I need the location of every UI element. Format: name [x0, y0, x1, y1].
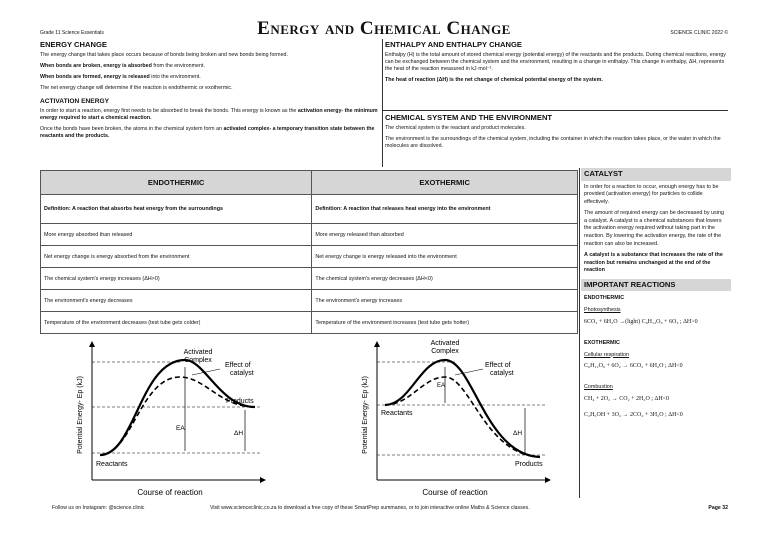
table-cell: More energy absorbed than released [41, 224, 312, 246]
energy-change-p3 [40, 74, 380, 81]
reactants-label: Reactants [381, 410, 413, 417]
enthalpy-p1: Enthalpy (H) is the total amount of stored chemical energy (potential energy) of the reactants and the products. During chemical reactions, energy can be exchanged between the chemical system and the environment, resulting in a change in enthalpy. This change in enthalpy, ΔH, represents the heat of the reaction measured in kJ·mol⁻¹. [385, 52, 726, 73]
table-row [41, 268, 578, 290]
footer-instagram: Follow us on Instagram: @science.clinic [52, 505, 145, 511]
exothermic-header: EXOTHERMIC [312, 171, 578, 195]
bond-formed-rest: into the environment. [149, 74, 201, 81]
effect-label: Effect of [485, 362, 511, 369]
table-cell: More energy released than absorbed [312, 224, 578, 246]
activated-label: Activated [183, 349, 213, 356]
table-row [41, 312, 578, 334]
system-env-heading: CHEMICAL SYSTEM AND THE ENVIRONMENT [385, 113, 553, 122]
y-axis-label: Potential Energy- Ep (kJ) [362, 376, 369, 454]
effect-label: Effect of [225, 362, 251, 369]
catalyst-label: catalyst [490, 370, 514, 377]
energy-change-p2 [40, 63, 380, 70]
complex-label: Complex [431, 348, 459, 355]
right-column-divider [579, 168, 580, 498]
dh-label: ΔH [513, 430, 523, 437]
catalyst-heading: CATALYST [581, 168, 731, 181]
page-title: Energy and Chemical Change [257, 18, 511, 39]
table-cell: The chemical system's energy increases (ΔH>0) [41, 268, 312, 290]
catalyst-label: catalyst [230, 370, 254, 377]
table-cell: The environment's energy increases [312, 290, 578, 312]
combustion-label: Combustion [584, 384, 613, 391]
page-number: Page 32 [708, 505, 728, 511]
activation-energy-heading: ACTIVATION ENERGY [40, 97, 109, 105]
dh-label: ΔH [234, 430, 244, 437]
system-env-p2: The environment is the surroundings of the chemical system, including the container in which the reaction takes place, or the water in which the molecules are dissolved. [385, 136, 721, 150]
footer-visit: Visit www.scienceclinic.co.za to download a free copy of these SmartPrep summaries, or to join interactive online Maths & Science classes. [210, 505, 530, 511]
energy-change-p4: The net energy change will determine if the reaction is endothermic or exothermic. [40, 85, 233, 92]
activation-p2 [40, 126, 380, 140]
grade-label: Grade 11 Science Essentials [40, 30, 104, 36]
exothermic-energy-diagram [355, 335, 555, 500]
endothermic-subheading: ENDOTHERMIC [584, 295, 625, 302]
table-cell: The environment's energy decreases [41, 290, 312, 312]
reactants-label: Reactants [96, 461, 128, 468]
enthalpy-p2: The heat of reaction (ΔH) is the net change of chemical potential energy of the system. [385, 77, 603, 84]
bond-broken-bold: When bonds are broken, energy is absorbed [40, 63, 152, 70]
photosynthesis-equation: 6CO₂ + 6H₂O →(light) C₆H₁₂O₆ + 6O₂ ; ΔH>0 [584, 318, 698, 325]
table-row [41, 246, 578, 268]
activation-p2-bold: activated complex- a temporary transition state between the reactants and the products. [40, 125, 375, 139]
system-env-p1: The chemical system is the reactant and product molecules. [385, 125, 526, 131]
table-row [41, 224, 578, 246]
table-row [41, 195, 578, 224]
brand-label: SCIENCE CLINIC 2022 © [670, 30, 728, 36]
reactions-heading: IMPORTANT REACTIONS [581, 279, 731, 292]
x-axis-label: Course of reaction [422, 488, 488, 497]
table-cell: Temperature of the environment decreases (test tube gets colder) [41, 312, 312, 334]
bond-broken-rest: from the environment. [151, 63, 205, 70]
system-env-section [385, 113, 728, 154]
activation-p1 [40, 108, 380, 122]
table-cell: Definition: A reaction that absorbs heat energy from the surroundings [41, 195, 312, 224]
respiration-label: Cellular respiration [584, 351, 629, 358]
activation-p1-bold: activation energy- the minimum energy required to start a chemical reaction. [40, 107, 378, 121]
y-axis-label: Potential Energy- Ep (kJ) [77, 376, 84, 454]
section-rule [383, 110, 728, 111]
bond-formed-bold: When bonds are formed, energy is released [40, 74, 150, 81]
products-label: Products [515, 461, 543, 468]
table-cell: Net energy change is energy released into the environment [312, 246, 578, 268]
activation-p2-text: Once the bonds have been broken, the atoms in the chemical system form an [40, 125, 224, 132]
activated-label: Activated [430, 340, 460, 347]
table-row [41, 290, 578, 312]
products-label: Products [226, 398, 254, 405]
catalyst-section [581, 168, 731, 420]
combustion-equation-2: C₂H₅OH + 3O₂ → 2CO₂ + 3H₂O ; ΔH<0 [584, 412, 683, 419]
catalyst-p3: A catalyst is a substance that increases the rate of the reaction but remains unchanged at the end of the reaction [584, 252, 723, 274]
enthalpy-heading: ENTHALPY AND ENTHALPY CHANGE [385, 40, 522, 49]
ea-label: EA [176, 425, 185, 432]
photosynthesis-label: Photosynthesis [584, 307, 621, 313]
catalyst-p1: In order for a reaction to occur, enough energy has to be provided (activation energy) for particles to collide effectively. [584, 183, 719, 205]
energy-change-heading: ENERGY CHANGE [40, 40, 107, 49]
catalyst-p2: The amount of required energy can be decreased by using a catalyst. A catalyst is a chemical substances that lowers the activation energy required without taking part in the reaction. By lowering the activation energy, the rate of the reaction can also be increased. [584, 210, 724, 247]
enthalpy-section [385, 40, 728, 89]
table-cell: Net energy change is energy absorbed from the environment [41, 246, 312, 268]
energy-change-p1: The energy change that takes place occurs because of bonds being broken and new bonds being formed. [40, 52, 288, 58]
energy-change-section [40, 40, 380, 144]
combustion-equation-1: CH₄ + 2O₂ → CO₂ + 2H₂O ; ΔH<0 [584, 396, 670, 403]
ea-label: EA [437, 383, 446, 389]
activation-p1-text: In order to start a reaction, energy first needs to be absorbed to break the bonds. This energy is known as the [40, 107, 298, 114]
endothermic-header: ENDOTHERMIC [41, 171, 312, 195]
table-cell: The chemical system's energy decreases (ΔH<0) [312, 268, 578, 290]
respiration-equation: C₆H₁₂O₆ + 6O₂ → 6CO₂ + 6H₂O ; ΔH<0 [584, 363, 683, 370]
table-cell: Definition: A reaction that releases heat energy into the environment [312, 195, 578, 224]
complex-label: Complex [184, 357, 212, 364]
x-axis-label: Course of reaction [137, 488, 203, 497]
column-divider [382, 39, 383, 167]
table-cell: Temperature of the environment increases (test tube gets hotter) [312, 312, 578, 334]
endo-exo-table [40, 170, 578, 334]
endothermic-energy-diagram [70, 335, 270, 500]
exothermic-subheading: EXOTHERMIC [584, 339, 620, 346]
